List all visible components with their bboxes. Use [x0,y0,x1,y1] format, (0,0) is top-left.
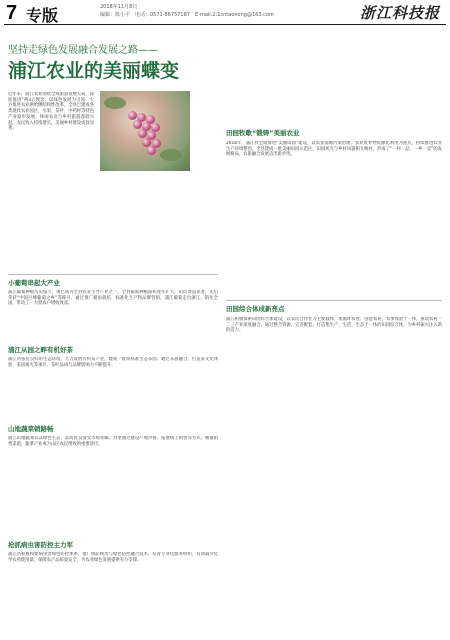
section-name: 专版 [26,6,59,25]
masthead-rule [4,24,446,25]
brand-story-text: 2018年，浦江县全面推进“美丽田园”建设，以农业面源污染治理、农业废弃物资源化利用为重点，持续推进农业生产环境整治。全县建成一批美丽田园示范区，田园风光与乡村风貌相互映衬，形成了“一村一品、一乡一景”的发展格局，农旅融合发展迈出新步伐。 [226,141,442,158]
headline: 浦江农业的美丽蝶变 [8,60,180,82]
subhead-market: 小葡萄串起大产业 [8,279,60,287]
subhead-brand-story: 田园牧歌“锻铸”美丽农业 [226,129,300,137]
vegetables-text: 浦江山地蔬菜以其绿色生态、品质优良深受市场青睐。县里通过建设产地冷链、拓展线上销售等方式，畅通销售渠道，蔬菜产业成为山区农民增收的重要途径。 [8,436,218,447]
subhead-pest-control: 抢抓病虫害防控主力军 [8,541,73,549]
grape-berry [128,111,137,120]
intro-text: 近年来，浦江农业围绕全域旅游发展大局，深度推进“两山”理念，以绿色发展为引领，大力推进农业供给侧结构性改革，全县已建成各类现代农业园区，水果、茶叶、中药材等特色产业稳步发展，休闲农业与乡村旅游蓬勃兴起，农民收入持续增长，美丽乡村建设成效显著。 [8,92,94,132]
subhead-tea: 浦江从园之畔有机好茶 [8,346,73,354]
page-number: 7 [6,2,18,24]
eco-text: 浦江积极探索田园综合体建设，以农民合作社为主要载体，集循环农业、创意农业、农事体验于一体，推动农村一二三产业深度融合。通过整合资源、完善配套，打造集生产、生活、生态于一体的田园综合体，为乡村振兴注入新的活力。 [226,317,442,334]
pest-control-text: 浦江县积极构建病虫害绿色防控体系，推广统防统治与绿色防控融合技术，培育专业化服务组织，有效减少化学农药使用量，保障农产品质量安全，为农业绿色发展提供有力支撑。 [8,552,218,563]
subhead-eco-complex: 田园综合体成新亮点 [226,305,285,313]
leaf-shape [160,149,182,161]
masthead [0,0,450,24]
tea-text: 浦江县依托良好的生态环境，大力发展有机茶产业，建成一批高标准生态茶园。通过茶旅融合，打造茶文化体验、茶园观光等项目，茶叶品质与品牌影响力不断提升。 [8,357,218,368]
grape-photo [100,91,190,171]
kicker: 坚持走绿色发展融合发展之路—— [8,45,158,56]
newspaper-brand: 浙江科技报 [359,4,440,22]
section-divider [8,274,218,275]
grape-berry [147,146,156,155]
section-divider [226,300,442,301]
grape-berry [133,120,142,129]
leaf-shape [104,97,126,109]
masthead-date: 2018年11月8日 [100,4,138,10]
subhead-vegetables: 山地蔬菜销路畅 [8,425,54,433]
grape-berry [138,129,147,138]
masthead-info: 编辑：陈小平 电话：0571-86757187 E-mail:2:1cntaonong@163.com [100,12,274,18]
market-text: 浦江葡萄种植历史悠久，现已成为全县农业主导产业之一。全县葡萄种植面积逐年扩大，亩均效益显著，先后荣获“中国巨峰葡萄之乡”等称号。通过推广避雨栽培、标准化生产和品牌营销，浦江葡萄走出浙江、销往全国，带动了一大批农户增收致富。 [8,290,218,307]
